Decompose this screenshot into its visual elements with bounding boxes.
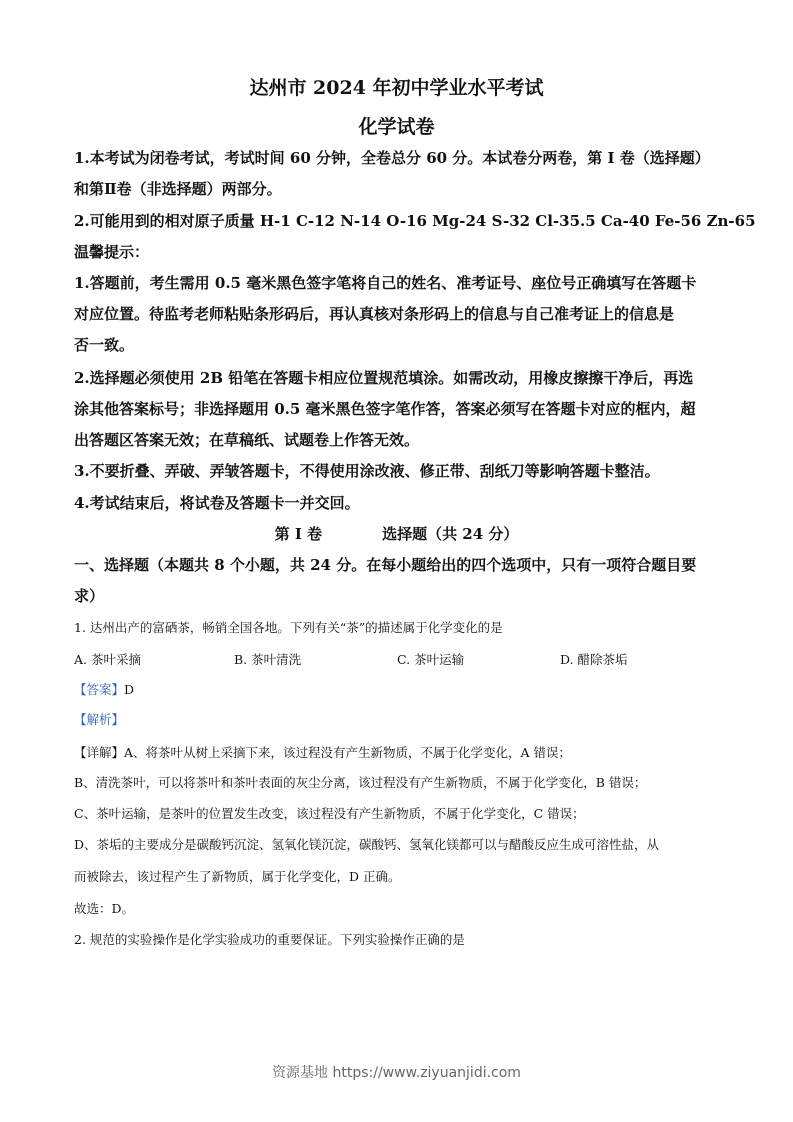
analysis-label: 【解析】 (74, 712, 125, 727)
section-heading-a: 一、选择题（本题共 8 个小题，共 24 分。在每小题给出的四个选项中，只有一项符合题目要 (74, 556, 697, 574)
part-label: 第 I 卷 (274, 525, 323, 543)
question-1-detail-d2: 而被除去，该过程产生了新物质，属于化学变化，D 正确。 (74, 869, 401, 884)
question-1-detail-d1: D、茶垢的主要成分是碳酸钙沉淀、氢氧化镁沉淀，碳酸钙、氢氧化镁都可以与醋酸反应生成可溶性盐，从 (74, 837, 660, 852)
tip-2c: 出答题区答案无效；在草稿纸、试题卷上作答无效。 (74, 431, 420, 449)
question-1-option-c: C. 茶叶运输 (397, 652, 465, 667)
tip-2a: 2.选择题必须使用 2B 铅笔在答题卡相应位置规范填涂。如需改动，用橡皮擦擦干净后，再选 (74, 369, 694, 387)
tip-1a: 1.答题前，考生需用 0.5 毫米黑色签字笔将自己的姓名、准考证号、座位号正确填写在答题卡 (74, 274, 697, 292)
question-1-option-b: B. 茶叶清洗 (234, 652, 302, 667)
instruction-2: 2.可能用到的相对原子质量 H-1 C-12 N-14 O-16 Mg-24 S-32 Cl-35.5 Ca-40 Fe-56 Zn-65 (74, 212, 756, 230)
answer-label: 【答案】 (74, 682, 125, 697)
part-heading (0, 519, 793, 550)
tips-label: 温馨提示： (74, 243, 150, 261)
question-1-detail-c: C、茶叶运输，是茶叶的位置发生改变，该过程没有产生新物质，不属于化学变化，C 错误； (74, 806, 585, 821)
answer-value: D (124, 682, 135, 697)
question-1-stem: 1. 达州出产的富硒茶，畅销全国各地。下列有关“茶”的描述属于化学变化的是 (74, 620, 503, 635)
tip-1b: 对应位置。待监考老师粘贴条形码后，再认真核对条形码上的信息与自己准考证上的信息是 (74, 305, 675, 323)
question-1-detail-a (74, 738, 729, 767)
question-2-stem: 2. 规范的实验操作是化学实验成功的重要保证。下列实验操作正确的是 (74, 932, 465, 947)
question-1-option-d: D. 醋除茶垢 (560, 652, 628, 667)
footer-watermark: 资源基地 https://www.ziyuanjidi.com (272, 1065, 521, 1081)
detail-label: 【详解】 (74, 745, 125, 760)
tip-1c: 否一致。 (74, 336, 135, 354)
tip-3: 3.不要折叠、弄破、弄皱答题卡，不得使用涂改液、修正带、刮纸刀等影响答题卡整洁。 (74, 462, 660, 480)
question-1-answer (74, 675, 729, 704)
instruction-1a: 1.本考试为闭卷考试，考试时间 60 分钟，全卷总分 60 分。本试卷分两卷，第 I 卷（选择题） (74, 149, 710, 167)
section-heading-b: 求） (74, 587, 105, 605)
tip-4: 4.考试结束后，将试卷及答题卡一并交回。 (74, 494, 360, 512)
exam-subtitle: 化学试卷 (358, 116, 435, 138)
question-1-conclusion: 故选：D。 (74, 901, 135, 916)
exam-title: 达州市 2024 年初中学业水平考试 (249, 77, 544, 99)
question-1-option-a: A. 茶叶采摘 (74, 652, 141, 667)
detail-a-text: A、将茶叶从树上采摘下来，该过程没有产生新物质，不属于化学变化，A 错误； (124, 745, 572, 760)
tip-2b: 涂其他答案标号；非选择题用 0.5 毫米黑色签字笔作答，答案必须写在答题卡对应的框内，超 (74, 400, 696, 418)
part-title: 选择题（共 24 分） (382, 525, 519, 543)
instruction-1b: 和第Ⅱ卷（非选择题）两部分。 (74, 180, 282, 198)
question-1-detail-b: B、清洗茶叶，可以将茶叶和茶叶表面的灰尘分离，该过程没有产生新物质，不属于化学变化，B 错误； (74, 775, 647, 790)
